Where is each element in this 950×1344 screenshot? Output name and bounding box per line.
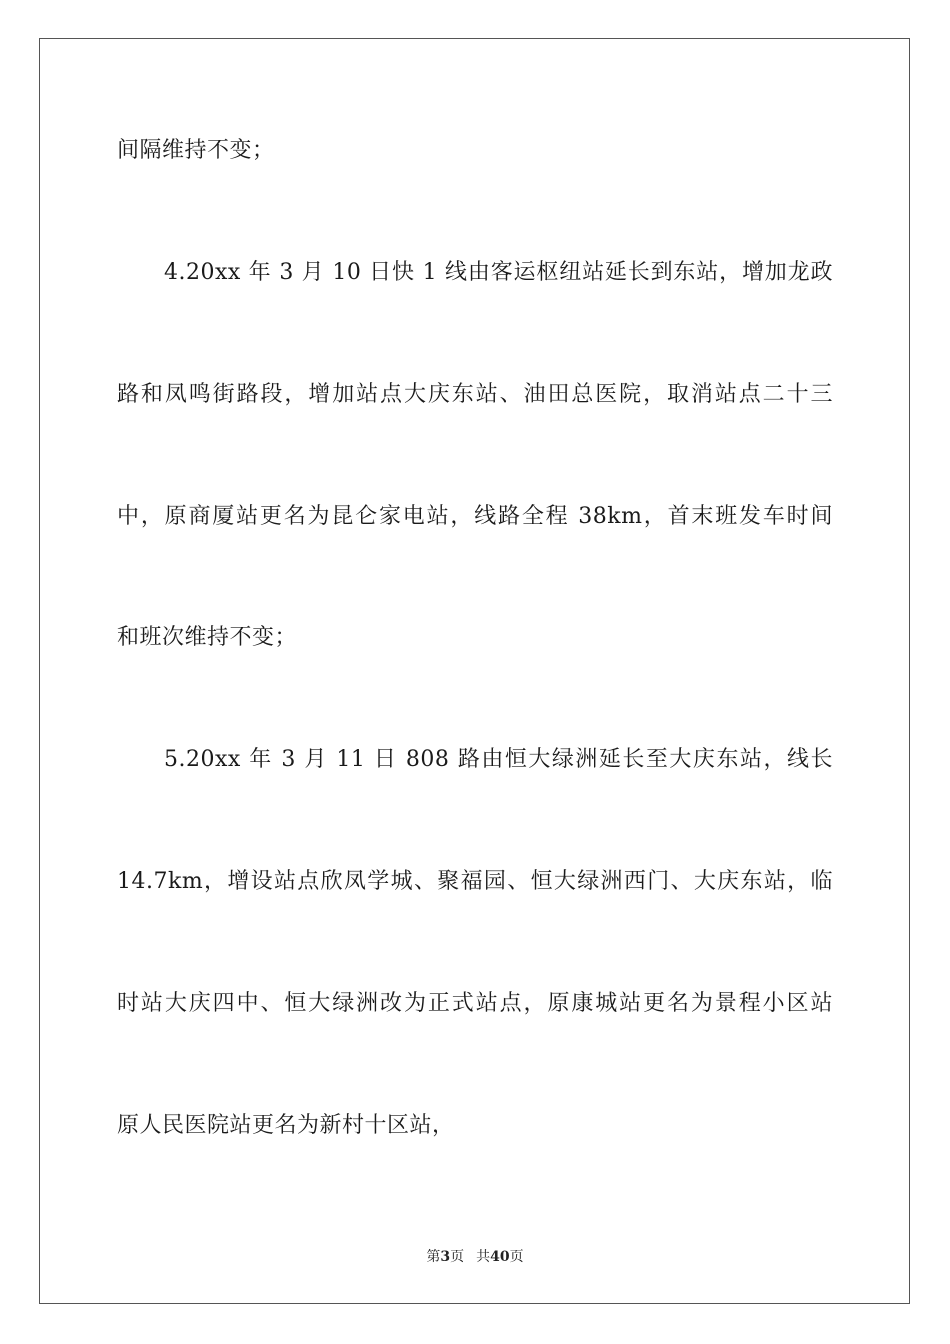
footer-page-suffix: 页 [450, 1249, 465, 1265]
text-line-5: 和班次维持不变； [117, 625, 298, 650]
footer-page-current: 3 [440, 1249, 451, 1265]
text-line-8: 时站大庆四中、恒大绿洲改为正式站点，原康城站更名为景程小区站 [117, 991, 833, 1016]
footer-page-total: 40 [490, 1249, 510, 1265]
text-line-3: 路和凤鸣街路段，增加站点大庆东站、油田总医院，取消站点二十三 [117, 382, 833, 407]
text-line-6: 5.20xx 年 3 月 11 日 808 路由恒大绿洲延长至大庆东站，线长 [164, 747, 833, 772]
footer-total-prefix: 共 [476, 1249, 491, 1265]
text-line-1: 间隔维持不变； [117, 138, 275, 163]
text-line-2: 4.20xx 年 3 月 10 日快 1 线由客运枢纽站延长到东站，增加龙政 [164, 260, 833, 285]
footer-page-prefix: 第 [426, 1249, 441, 1265]
text-line-9: 原人民医院站更名为新村十区站， [117, 1113, 455, 1138]
footer-total-suffix: 页 [509, 1249, 524, 1265]
page-footer [0, 1246, 950, 1266]
text-line-7: 14.7km，增设站点欣凤学城、聚福园、恒大绿洲西门、大庆东站，临 [117, 869, 833, 894]
text-line-4: 中，原商厦站更名为昆仑家电站，线路全程 38km，首末班发车时间 [117, 504, 833, 529]
